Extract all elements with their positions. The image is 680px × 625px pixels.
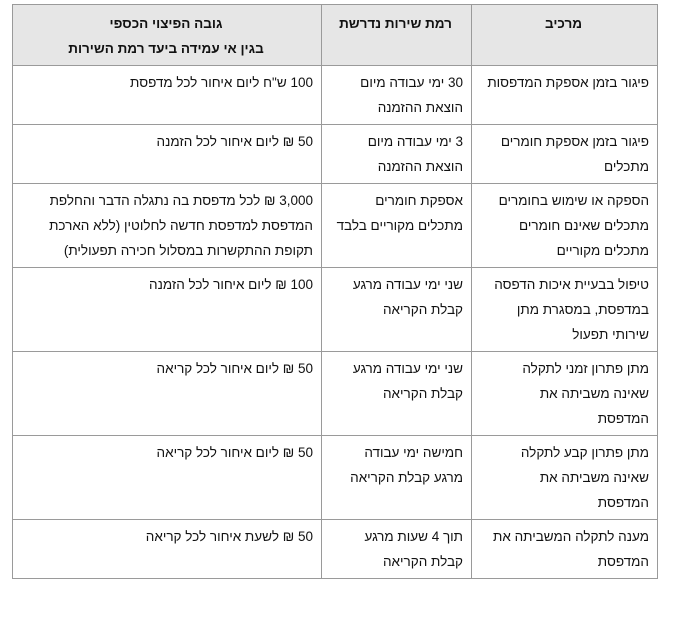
cell-service-level xyxy=(322,436,472,520)
cell-penalty-line: תקופת ההתקשרות במסלול חכירה תפעולית) xyxy=(63,243,313,258)
cell-service-level-line: קבלת הקריאה xyxy=(383,554,463,569)
table-row xyxy=(13,352,658,436)
cell-penalty-line: 100 ₪ ליום איחור לכל הזמנה xyxy=(149,277,313,292)
cell-penalty-line: 100 ש"ח ליום איחור לכל מדפסת xyxy=(130,75,313,90)
cell-penalty-line: 3,000 ₪ לכל מדפסת בה נתגלה הדבר והחלפת xyxy=(49,193,313,208)
table-body xyxy=(13,66,658,579)
cell-penalty-line: 50 ₪ לשעת איחור לכל קריאה xyxy=(145,529,313,544)
cell-penalty xyxy=(13,268,322,352)
header-component: מרכיב xyxy=(472,5,658,66)
cell-service-level-line: הוצאת ההזמנה xyxy=(377,100,463,115)
header-penalty: גובה הפיצוי הכספי בגין אי עמידה ביעד רמת השירות xyxy=(13,5,322,66)
cell-service-level-line: תוך 4 שעות מרגע xyxy=(364,529,463,544)
cell-penalty-line: 50 ₪ ליום איחור לכל הזמנה xyxy=(156,134,313,149)
cell-service-level-line: 3 ימי עבודה מיום xyxy=(367,134,463,149)
cell-service-level-line: שני ימי עבודה מרגע xyxy=(352,361,463,376)
cell-component-line: מענה לתקלה המשביתה את xyxy=(493,529,649,544)
table-row xyxy=(13,184,658,268)
cell-penalty xyxy=(13,184,322,268)
cell-penalty xyxy=(13,66,322,125)
cell-service-level-line: חמישה ימי עבודה xyxy=(364,445,463,460)
cell-penalty-line: 50 ₪ ליום איחור לכל קריאה xyxy=(156,361,313,376)
cell-component-line: שאינה משביתה את xyxy=(539,470,649,485)
cell-service-level xyxy=(322,352,472,436)
cell-service-level-line: קבלת הקריאה xyxy=(383,386,463,401)
cell-component-line: במדפסת, במסגרת מתן xyxy=(516,302,649,317)
cell-component-line: מתכלים מקוריים xyxy=(556,243,649,258)
cell-penalty-line: המדפסת למדפסת חדשה לחלוטין (ללא הארכת xyxy=(49,218,313,233)
cell-component xyxy=(472,520,658,579)
cell-component-line: הספקה או שימוש בחומרים xyxy=(498,193,649,208)
cell-component-line: מתן פתרון זמני לתקלה xyxy=(522,361,649,376)
cell-penalty-line: 50 ₪ ליום איחור לכל קריאה xyxy=(156,445,313,460)
cell-component-line: המדפסת xyxy=(597,411,649,426)
cell-service-level-line: אספקת חומרים xyxy=(375,193,463,208)
cell-penalty xyxy=(13,520,322,579)
cell-component xyxy=(472,125,658,184)
cell-penalty xyxy=(13,436,322,520)
cell-service-level-line: מרגע קבלת הקריאה xyxy=(350,470,463,485)
cell-component xyxy=(472,352,658,436)
cell-service-level-line: קבלת הקריאה xyxy=(383,302,463,317)
cell-component xyxy=(472,268,658,352)
cell-service-level-line: 30 ימי עבודה מיום xyxy=(360,75,463,90)
cell-component-line: מתן פתרון קבע לתקלה xyxy=(520,445,649,460)
table-row xyxy=(13,66,658,125)
table-row xyxy=(13,268,658,352)
cell-component-line: המדפסת xyxy=(597,495,649,510)
cell-component-line: שירותי תפעול xyxy=(572,327,649,342)
header-service-level: רמת שירות נדרשת xyxy=(322,5,472,66)
cell-service-level xyxy=(322,66,472,125)
table-header-row xyxy=(13,5,658,66)
cell-service-level-line: מתכלים מקוריים בלבד xyxy=(336,218,463,233)
cell-service-level-line: הוצאת ההזמנה xyxy=(377,159,463,174)
cell-service-level xyxy=(322,520,472,579)
service-level-table xyxy=(12,4,658,579)
table-row xyxy=(13,436,658,520)
cell-component-line: מתכלים xyxy=(604,159,649,174)
cell-penalty xyxy=(13,352,322,436)
cell-service-level xyxy=(322,268,472,352)
cell-component-line: מתכלים שאינם חומרים xyxy=(519,218,649,233)
cell-component-line: שאינה משביתה את xyxy=(539,386,649,401)
cell-component-line: המדפסת xyxy=(597,554,649,569)
cell-service-level-line: שני ימי עבודה מרגע xyxy=(352,277,463,292)
cell-penalty xyxy=(13,125,322,184)
cell-component xyxy=(472,436,658,520)
cell-component-line: פיגור בזמן אספקת המדפסות xyxy=(487,75,649,90)
cell-component xyxy=(472,184,658,268)
cell-service-level xyxy=(322,184,472,268)
table-row xyxy=(13,125,658,184)
table-row xyxy=(13,520,658,579)
cell-component-line: טיפול בבעיית איכות הדפסה xyxy=(494,277,649,292)
cell-component-line: פיגור בזמן אספקת חומרים xyxy=(500,134,649,149)
cell-component xyxy=(472,66,658,125)
cell-service-level xyxy=(322,125,472,184)
